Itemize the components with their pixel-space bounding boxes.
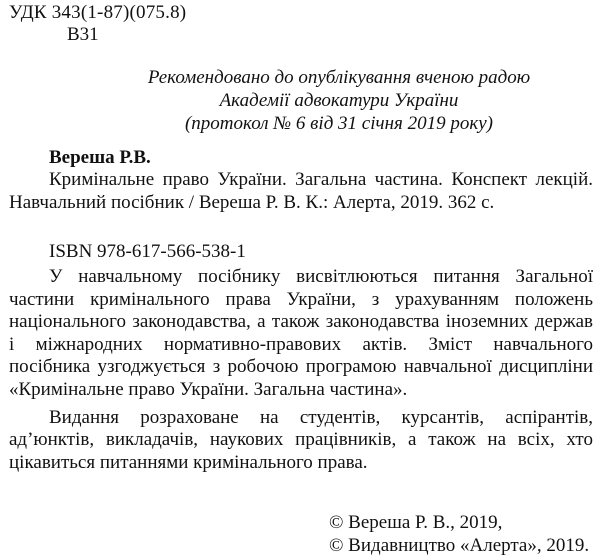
abstract-paragraph-2: Видання розраховане на студентів, курсантів, аспірантів, ад’юнктів, викладачів, наукових працівників, а також на всіх, хто цікавиться питаннями кримінального права. [9, 406, 593, 473]
author-name: Вереша Р.В. [49, 147, 151, 168]
copyright-publisher: © Видавництво «Алерта», 2019. [329, 535, 590, 556]
bbk-code: В31 [67, 24, 99, 45]
publication-recommendation [100, 66, 578, 135]
recommendation-line-2: Академії адвокатури України [219, 90, 459, 111]
bibliographic-entry: Кримінальне право України. Загальна частина. Конспект лекцій. Навчальний посібник / Вереша Р. В. К.: Алерта, 2019. 362 с. [9, 169, 593, 213]
recommendation-line-1: Рекомендовано до опублікування вченою радою [147, 67, 531, 88]
udk-code: УДК 343(1-87)(075.8) [9, 2, 187, 23]
recommendation-line-3: (протокол № 6 від 31 січня 2019 року) [184, 113, 493, 134]
copyright-block [329, 511, 589, 557]
isbn: ISBN 978-617-566-538-1 [49, 241, 246, 262]
copyright-author: © Вереша Р. В., 2019, [329, 512, 503, 533]
abstract-paragraph-1: У навчальному посібнику висвітлюються питання Загальної частини кримінального права України, з урахуванням положень національного законодавства, а також законодавства іноземних держав і міжнародних нормативно-правових актів. Зміст навчального посібника узгоджується з робочою програмою навчальної дисципліни «Кримінальне право України. Загальна частина». [9, 266, 593, 400]
book-abstract [9, 266, 593, 474]
